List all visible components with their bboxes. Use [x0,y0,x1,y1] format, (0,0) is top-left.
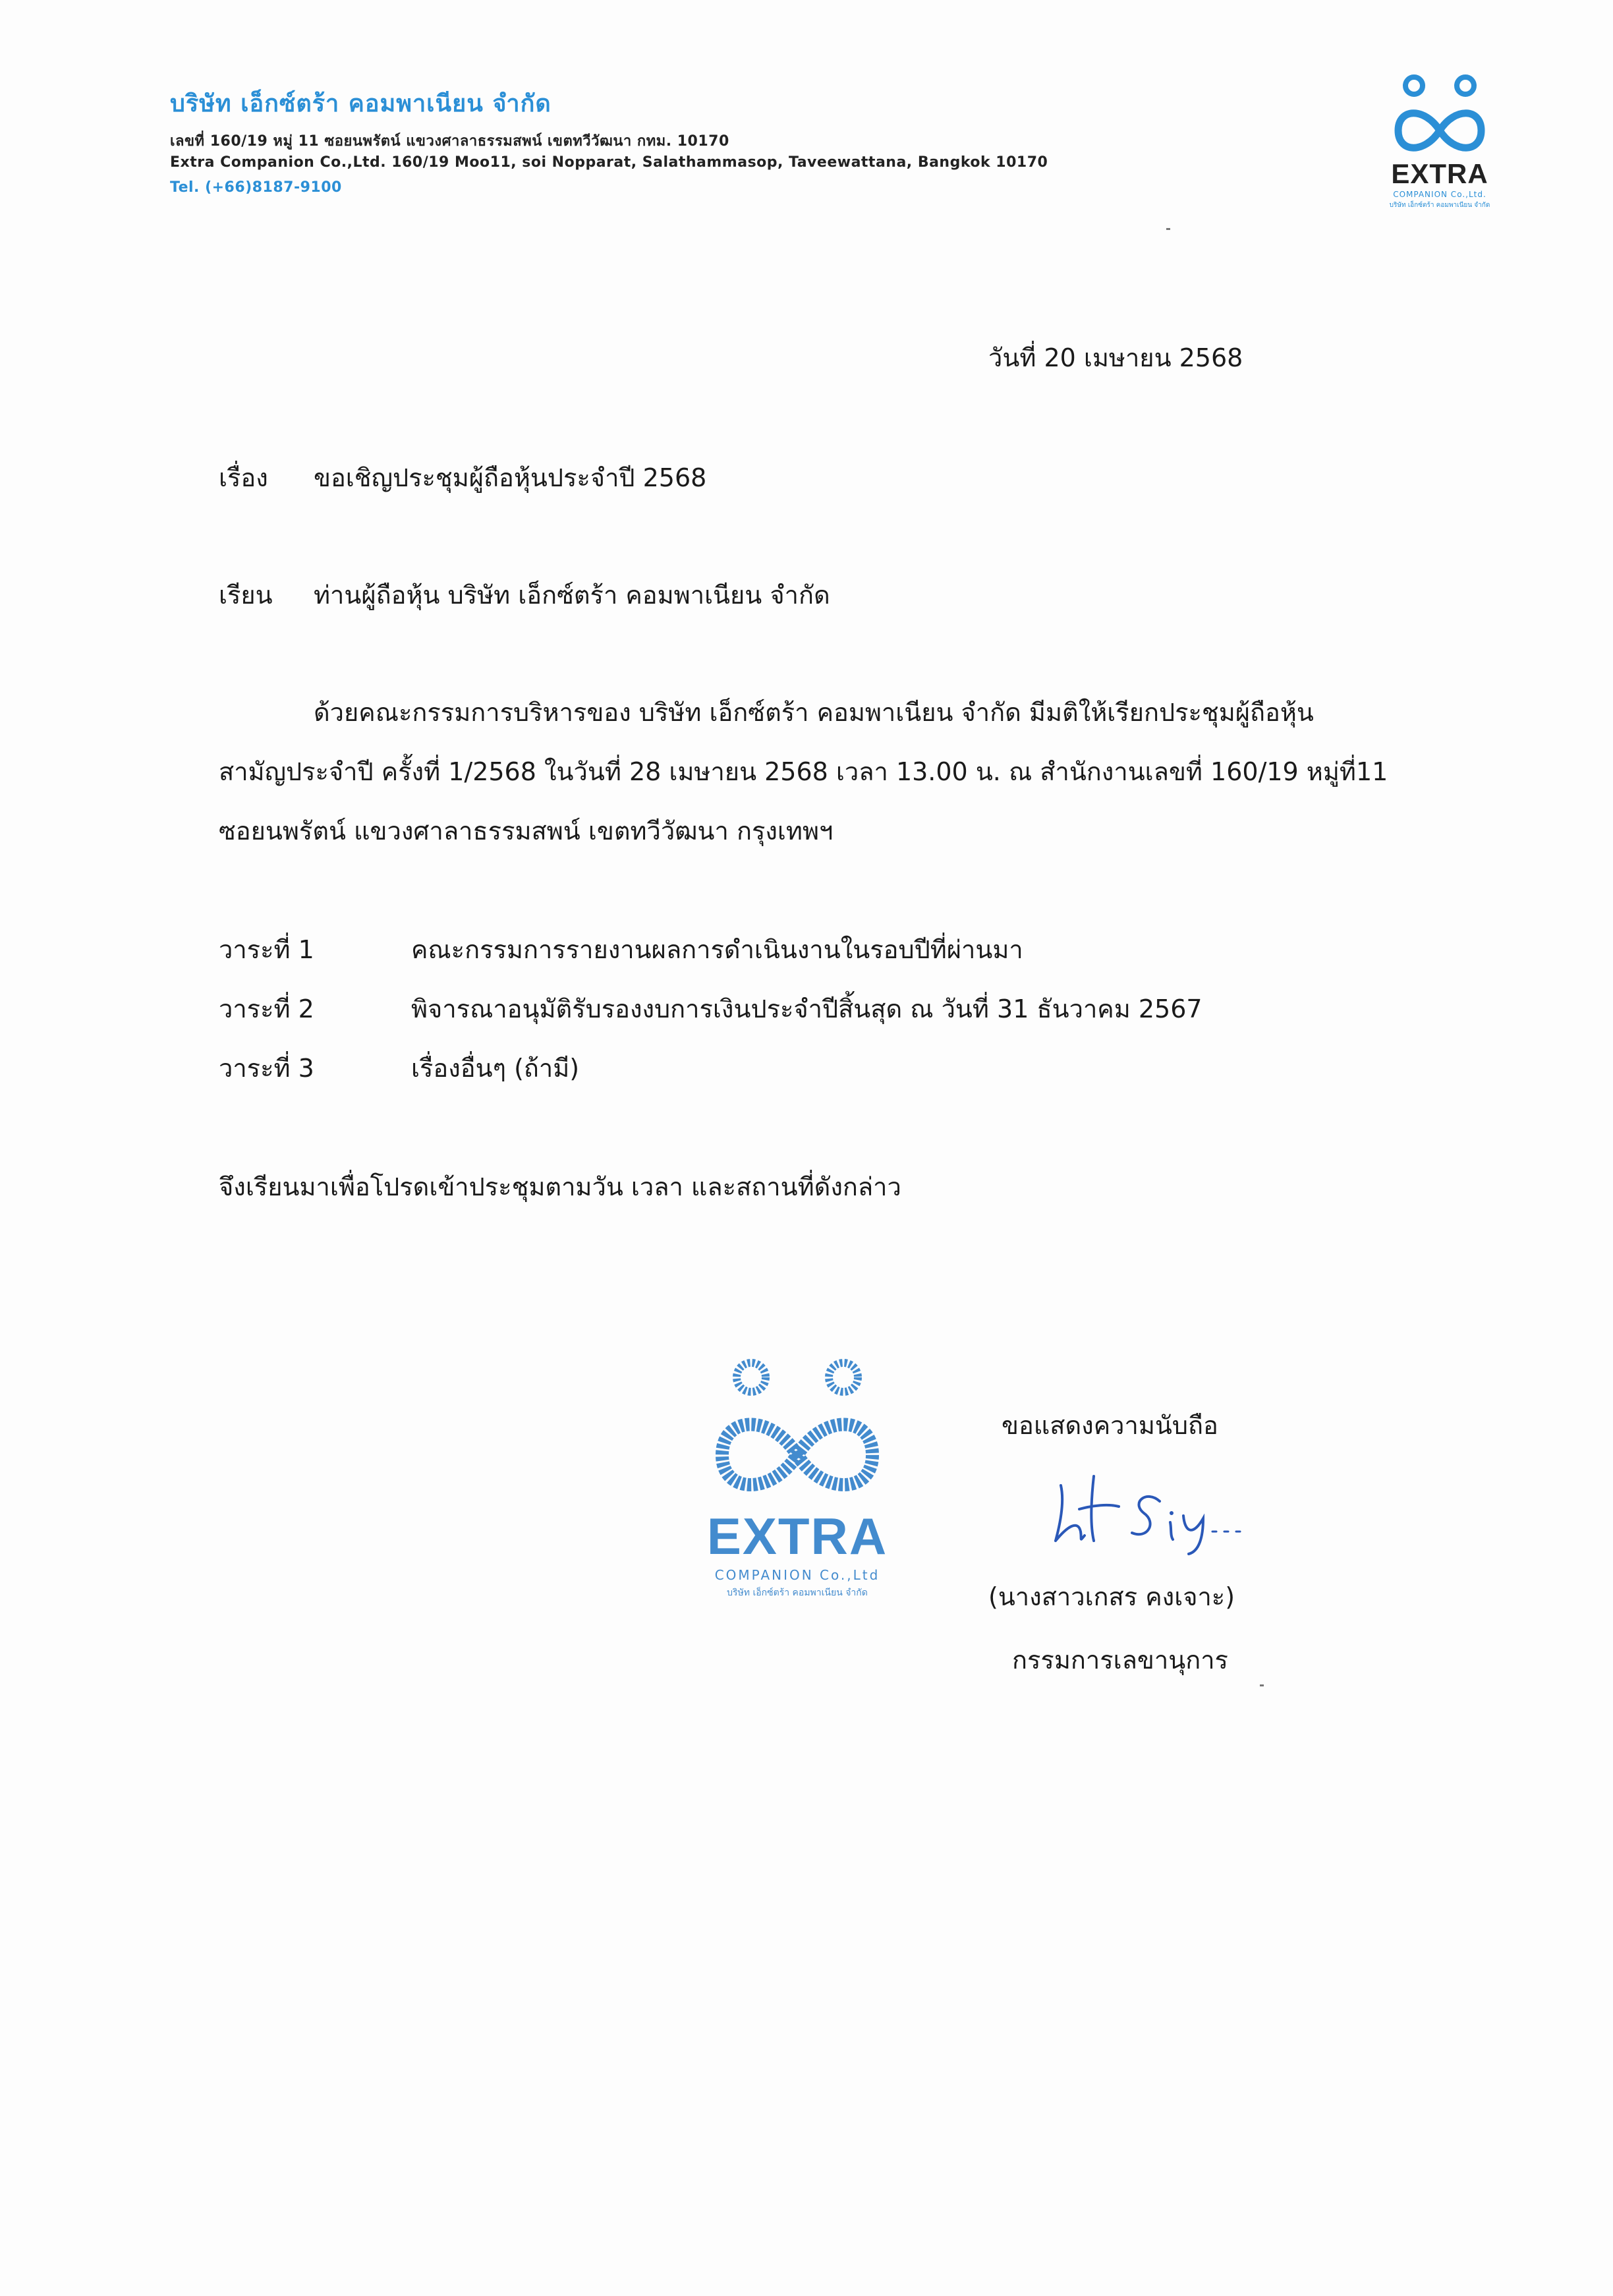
logo-subtitle-en: COMPANION Co.,Ltd. [1393,190,1486,199]
agenda-text: พิจารณาอนุมัติรับรองงบการเงินประจำปีสิ้นสุด ณ วันที่ 31 ธันวาคม 2567 [411,994,1203,1023]
agenda-number: วาระที่ 1 [219,935,314,964]
logo-subtitle-th: บริษัท เอ็กซ์ตร้า คอมพาเนียน จำกัด [1389,202,1490,209]
company-logo [1371,74,1509,209]
letter-date: วันที่ 20 เมษายน 2568 [988,343,1243,372]
recipient-text: ท่านผู้ถือหุ้น บริษัท เอ็กซ์ตร้า คอมพาเนียน จำกัด [314,581,830,610]
body-line: สามัญประจำปี ครั้งที่ 1/2568 ในวันที่ 28 เมษายน 2568 เวลา 13.00 น. ณ สำนักงานเลขที่ 160/19 หมู่ที่11 [219,757,1388,786]
stamp-subtitle-th: บริษัท เอ็กซ์ตร้า คอมพาเนียน จำกัด [727,1588,868,1598]
agenda-number: วาระที่ 3 [219,1054,314,1083]
handwritten-signature [1048,1463,1265,1555]
stamp-subtitle-en: COMPANION Co.,Ltd [714,1567,880,1583]
company-stamp [685,1358,909,1608]
stamp-wordmark: EXTRA [706,1507,888,1565]
company-tel: Tel. (+66)8187-9100 [170,179,342,196]
regards-text: ขอแสดงความนับถือ [1002,1411,1218,1440]
company-name-th: บริษัท เอ็กซ์ตร้า คอมพาเนียน จำกัด [170,90,552,117]
signer-position: กรรมการเลขานุการ [1012,1646,1228,1675]
company-address-en: Extra Companion Co.,Ltd. 160/19 Moo11, soi Nopparat, Salathammasop, Taveewattana, Bangkok 10170 [170,154,1048,171]
company-address-th: เลขที่ 160/19 หมู่ 11 ซอยนพรัตน์ แขวงศาลาธรรมสพน์ เขตทวีวัฒนา กทม. 10170 [170,133,729,150]
agenda-number: วาระที่ 2 [219,994,314,1023]
body-line: ด้วยคณะกรรมการบริหารของ บริษัท เอ็กซ์ตร้า คอมพาเนียน จำกัด มีมติให้เรียกประชุมผู้ถือหุ้น [314,698,1314,727]
scan-speck [1166,228,1170,230]
subject-label: เรื่อง [219,463,268,492]
body-line: ซอยนพรัตน์ แขวงศาลาธรรมสพน์ เขตทวีวัฒนา กรุงเทพฯ [219,817,834,846]
subject-text: ขอเชิญประชุมผู้ถือหุ้นประจำปี 2568 [314,463,707,492]
closing-text: จึงเรียนมาเพื่อโปรดเข้าประชุมตามวัน เวลา และสถานที่ดังกล่าว [219,1172,901,1201]
agenda-text: เรื่องอื่นๆ (ถ้ามี) [411,1054,580,1083]
stamp-infinity-icon [698,1358,896,1503]
scan-speck [1260,1684,1264,1686]
agenda-text: คณะกรรมการรายงานผลการดำเนินงานในรอบปีที่ผ่านมา [411,935,1023,964]
signer-name: (นางสาวเกสร คงเจาะ) [988,1582,1235,1611]
recipient-label: เรียน [219,581,273,610]
infinity-people-icon [1385,74,1494,157]
logo-wordmark: EXTRA [1391,158,1488,189]
